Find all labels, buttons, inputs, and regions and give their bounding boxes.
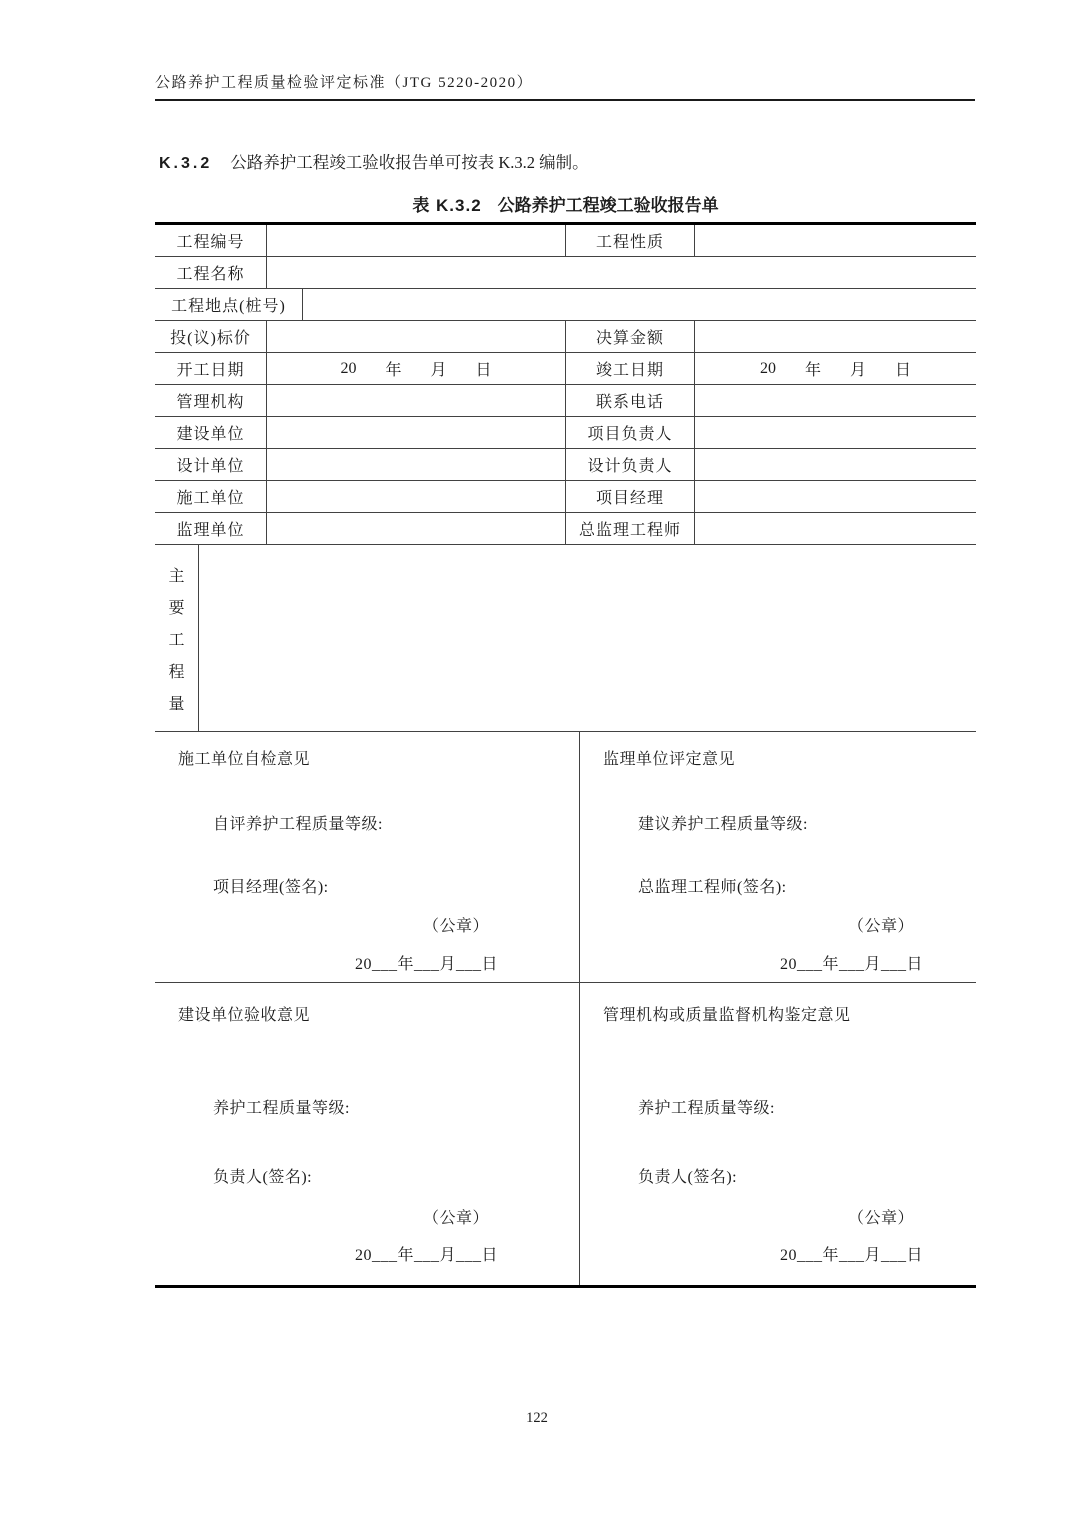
start-date-year-prefix: 20 [340,359,357,377]
completion-date-year-unit: 年 [804,362,821,379]
project-number-row [155,225,976,257]
opinion-row-2 [155,983,976,1285]
client-unit-value [266,417,565,448]
contractor-value [266,481,565,512]
authority-signature-line: 负责人(签名): [638,1169,738,1186]
client-date-line: 20___年___月___日 [355,1247,499,1264]
clause-text: 公路养护工程竣工验收报告单可按表 K.3.2 编制。 [230,153,589,172]
bid-price-row [155,321,976,353]
chief-supervisor-value [694,513,976,544]
completion-date-day-unit: 日 [895,362,912,379]
design-leader-label: 设计负责人 [565,449,694,480]
contractor-label: 施工单位 [176,490,245,507]
start-date-month-unit: 月 [430,362,447,379]
client-acceptance-title: 建设单位验收意见 [178,1007,311,1024]
supervision-unit-value [266,513,565,544]
main-quantities-value [198,545,976,731]
project-name-value [266,257,976,288]
clause-number: K.3.2 [159,155,213,172]
design-unit-row [155,449,976,481]
design-unit-value [266,449,565,480]
client-unit-row [155,417,976,449]
start-date-label: 开工日期 [176,362,245,379]
final-amount-label: 决算金额 [565,321,694,352]
project-location-value [302,289,976,320]
client-signature-line: 负责人(签名): [213,1169,313,1186]
supervision-unit-label: 监理单位 [176,522,245,539]
completion-date-month-unit: 月 [849,362,866,379]
project-nature-label: 工程性质 [565,225,694,256]
project-leader-label: 项目负责人 [565,417,694,448]
bid-price-label: 投(议)标价 [170,330,251,347]
project-location-label: 工程地点(桩号) [171,298,286,315]
contractor-row [155,481,976,513]
bid-price-value [266,321,565,352]
supervisor-evaluation-box [579,732,976,982]
project-name-label: 工程名称 [176,266,245,283]
client-seal-line: （公章） [423,1210,490,1227]
chief-supervisor-signature-line: 总监理工程师(签名): [638,879,787,896]
final-amount-value [694,321,976,352]
authority-date-line: 20___年___月___日 [780,1247,924,1264]
contractor-date-line: 20___年___月___日 [355,956,499,973]
design-unit-label: 设计单位 [176,458,245,475]
dates-row [155,353,976,385]
chief-supervisor-label: 总监理工程师 [565,513,694,544]
opinion-row-1 [155,732,976,983]
authority-appraisal-title: 管理机构或质量监督机构鉴定意见 [603,1007,851,1024]
supervisor-date-line: 20___年___月___日 [780,956,924,973]
table-title [155,191,976,216]
main-quantities-row [155,545,976,732]
table-title-text: 公路养护工程竣工验收报告单 [497,196,719,215]
page-number: 122 [526,1410,548,1426]
client-acceptance-box [155,983,579,1285]
completion-date-value [694,353,976,384]
management-org-label: 管理机构 [176,394,245,411]
project-manager-value [694,481,976,512]
management-org-row [155,385,976,417]
suggested-grade-line: 建议养护工程质量等级: [638,816,808,833]
project-manager-label: 项目经理 [565,481,694,512]
start-date-day-unit: 日 [475,362,492,379]
project-manager-signature-line: 项目经理(签名): [213,879,329,896]
project-number-label: 工程编号 [176,234,245,251]
start-date-year-unit: 年 [385,362,402,379]
completion-date-label: 竣工日期 [565,353,694,384]
authority-seal-line: （公章） [848,1210,915,1227]
contact-phone-value [694,385,976,416]
client-grade-line: 养护工程质量等级: [213,1100,350,1117]
start-date-value [266,353,565,384]
design-leader-value [694,449,976,480]
table-title-number: 表 K.3.2 [412,196,482,215]
management-org-value [266,385,565,416]
client-unit-label: 建设单位 [176,426,245,443]
self-rated-grade-line: 自评养护工程质量等级: [213,816,383,833]
project-number-value [266,225,565,256]
main-quantities-label: 主 要 工 程 量 [168,567,185,713]
running-header: 公路养护工程质量检验评定标准（JTG 5220-2020） [155,75,534,91]
clause-heading [159,149,589,173]
authority-grade-line: 养护工程质量等级: [638,1100,775,1117]
contractor-self-check-box [155,732,579,982]
supervision-unit-row [155,513,976,545]
contractor-seal-line: （公章） [423,918,490,935]
supervisor-evaluation-title: 监理单位评定意见 [603,751,736,768]
project-name-row [155,257,976,289]
authority-appraisal-box [579,983,976,1285]
completion-date-year-prefix: 20 [759,359,776,377]
contractor-self-check-title: 施工单位自检意见 [178,751,311,768]
supervisor-seal-line: （公章） [848,918,915,935]
header-rule [155,99,975,101]
project-location-row [155,289,976,321]
project-leader-value [694,417,976,448]
contact-phone-label: 联系电话 [565,385,694,416]
project-nature-value [694,225,976,256]
acceptance-report-table [155,222,976,1288]
